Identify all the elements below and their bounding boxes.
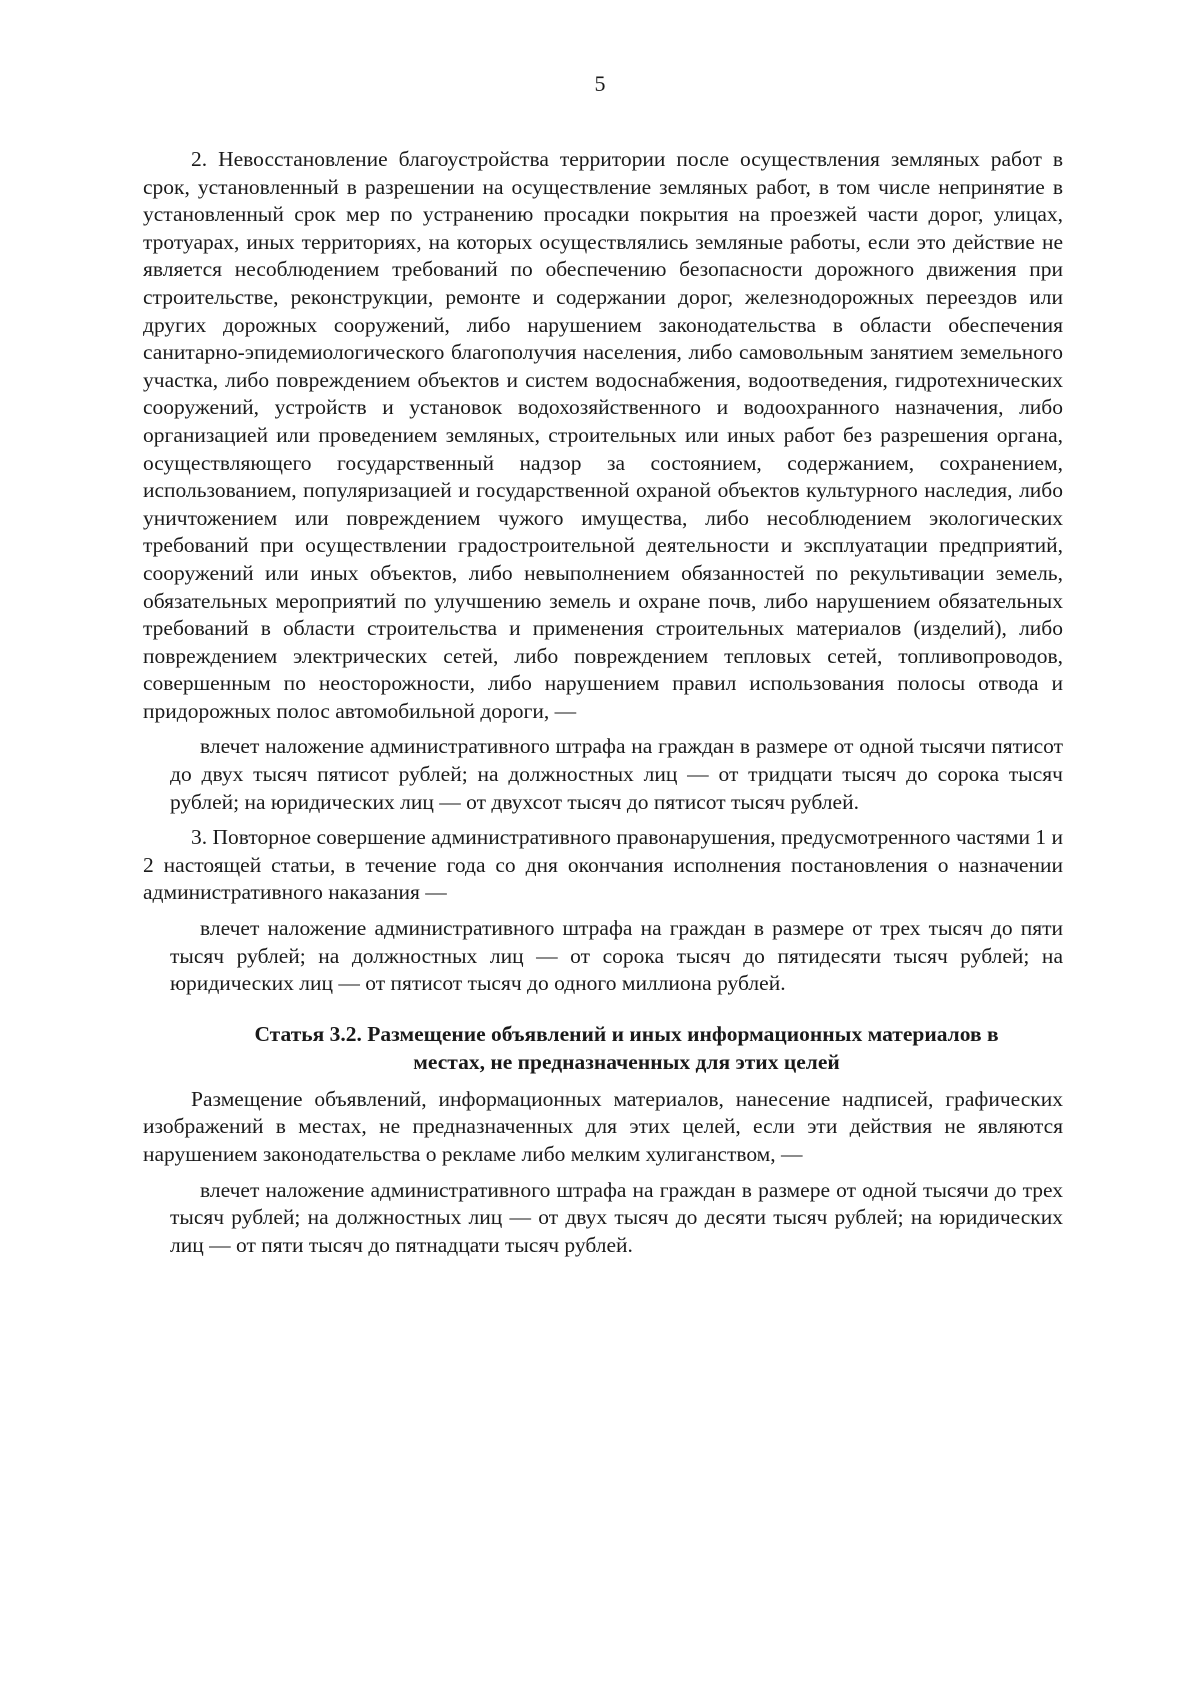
sanction-part-2: влечет наложение административного штрафа на граждан в размере от одной тысячи пятисот до двух тысяч пятисот рублей; на должностных лиц — от тридцати тысяч до сорока тысяч рублей; на юридических лиц — от двухсот тысяч до пятисот тысяч рублей. xyxy=(170,734,1063,814)
article-text: Размещение объявлений, информационных материалов, нанесение надписей, графических изображений в местах, не предназначенных для этих целей, если эти действия не являются нарушением законодательства о рекламе либо мелким хулиганством, — xyxy=(143,1086,1063,1166)
article-heading-line-2: местах, не предназначенных для этих целей xyxy=(413,1049,840,1074)
document-body xyxy=(143,146,1063,1267)
sanction-part-3: влечет наложение административного штрафа на граждан в размере от трех тысяч до пяти тысяч рублей; на должностных лиц — от сорока тысяч до пятидесяти тысяч рублей; на юридических лиц — от пятисот тысяч до одного миллиона рублей. xyxy=(170,916,1063,996)
article-heading-line-1: Статья 3.2. Размещение объявлений и иных информационных материалов в xyxy=(254,1021,999,1046)
paragraph-part-2: 2. Невосстановление благоустройства территории после осуществления земляных работ в срок, установленный в разрешении на осуществление земляных работ, в том числе непринятие в установленный срок мер по устранению просадки покрытия на проезжей части дорог, улицах, тротуарах, иных территориях, на которых осуществлялись земляные работы, если это действие не является несоблюдением требований по обеспечению безопасности дорожного движения при строительстве, реконструкции, ремонте и содержании дорог, железнодорожных переездов или других дорожных сооружений, либо нарушением законодательства в области обеспечения санитарно-эпидемиологического благополучия населения, либо самовольным занятием земельного участка, либо повреждением объектов и систем водоснабжения, водоотведения, гидротехнических сооружений, устройств и установок водохозяйственного и водоохранного назначения, либо организацией или проведением земляных, строительных или иных работ без разрешения органа, осуществляющего государственный надзор за состоянием, содержанием, сохранением, использованием, популяризацией и государственной охраной объектов культурного наследия, либо уничтожением или повреждением чужого имущества, либо несоблюдением экологических требований при осуществлении градостроительной деятельности и эксплуатации предприятий, сооружений или иных объектов, либо невыполнением обязанностей по рекультивации земель, обязательных мероприятий по улучшению земель и охране почв, либо нарушением обязательных требований в области строительства и применения строительных материалов (изделий), либо повреждением электрических сетей, либо повреждением тепловых сетей, топливопроводов, совершенным по неосторожности, либо нарушением правил использования полосы отвода и придорожных полос автомобильной дороги, — xyxy=(143,147,1063,723)
paragraph-part-3: 3. Повторное совершение административного правонарушения, предусмотренного частями 1 и 2 настоящей статьи, в течение года со дня окончания исполнения постановления о назначении административного наказания — xyxy=(143,825,1063,905)
article-sanction: влечет наложение административного штрафа на граждан в размере от одной тысячи до трех тысяч рублей; на должностных лиц — от двух тысяч до десяти тысяч рублей; на юридических лиц — от пяти тысяч до пятнадцати тысяч рублей. xyxy=(170,1177,1063,1257)
article-heading xyxy=(143,1020,1063,1076)
page-number: 5 xyxy=(594,71,606,96)
